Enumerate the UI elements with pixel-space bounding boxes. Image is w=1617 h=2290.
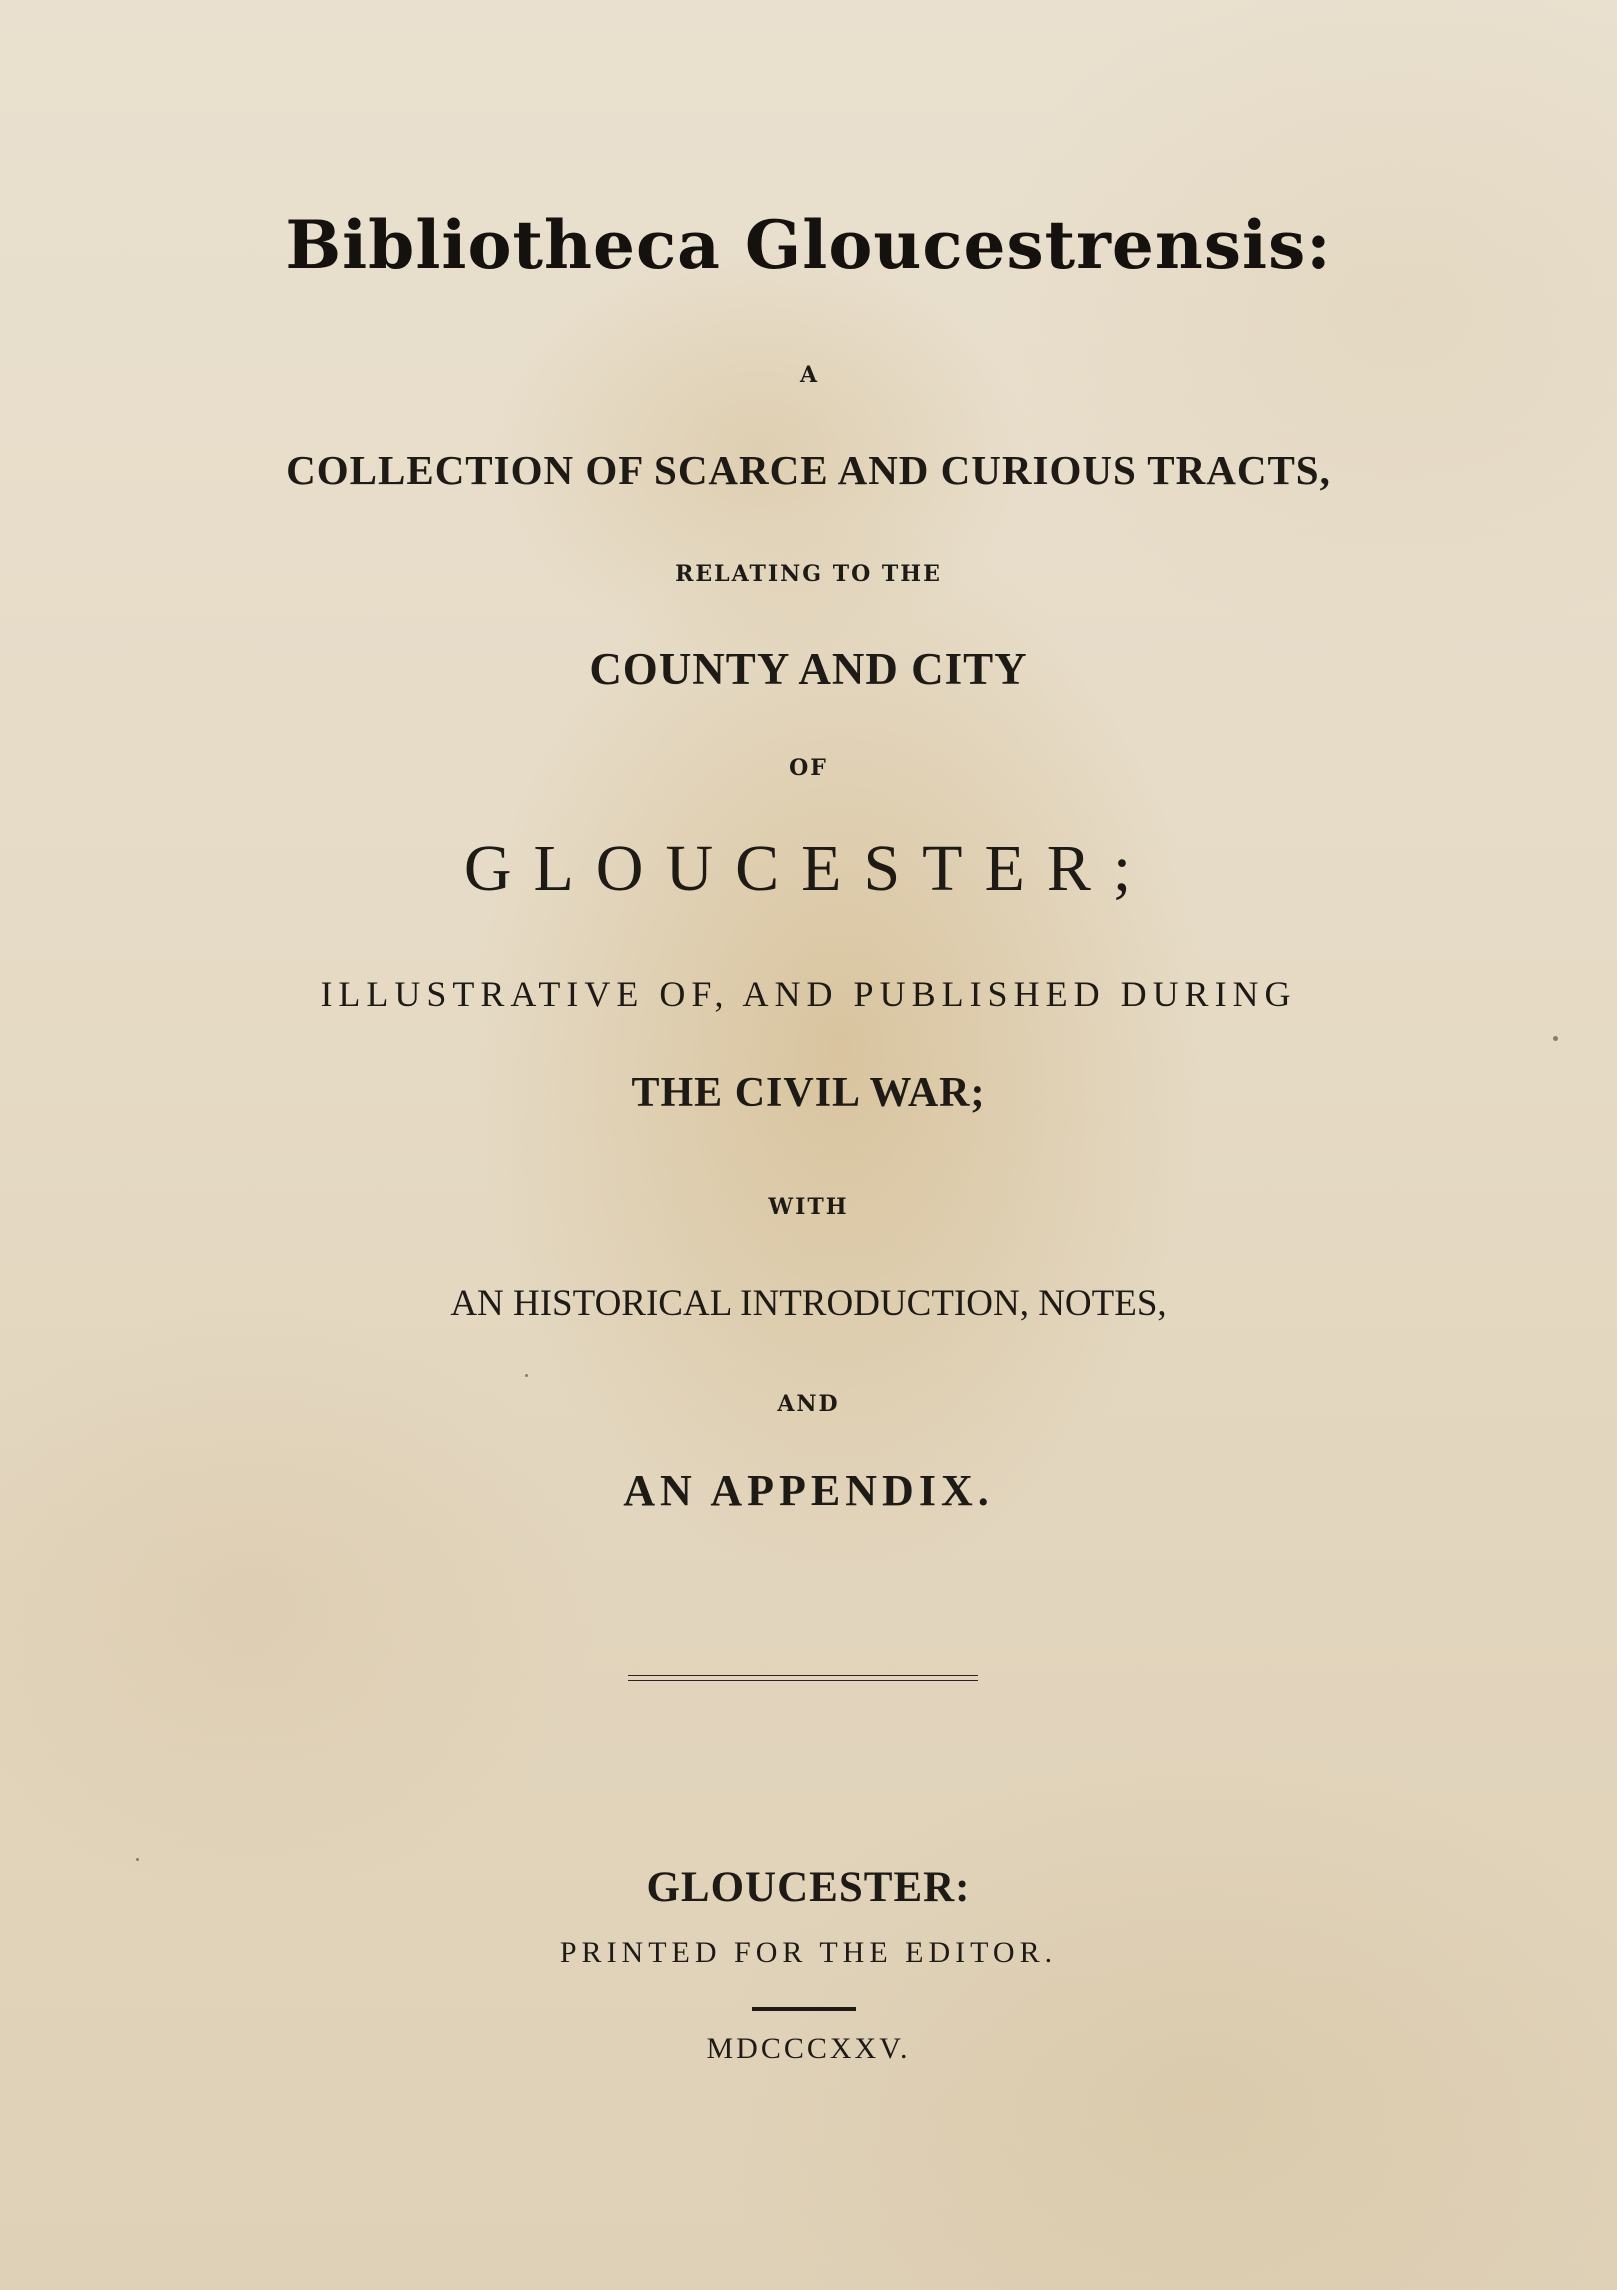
relating-line: RELATING TO THE	[675, 561, 942, 587]
imprint-printer: PRINTED FOR THE EDITOR.	[559, 1936, 1058, 1969]
with-line: WITH	[768, 1194, 849, 1220]
city-name: GLOUCESTER;	[463, 832, 1154, 905]
paper-speck	[1553, 1036, 1558, 1041]
article-a: A	[799, 362, 818, 388]
paper-speck	[525, 1374, 528, 1377]
imprint-city: GLOUCESTER:	[646, 1864, 971, 1911]
civil-war-line: THE CIVIL WAR;	[631, 1070, 986, 1116]
imprint-date: MDCCCXXV.	[706, 2032, 911, 2065]
gothic-title: Bibliotheca Gloucestrensis:	[285, 206, 1332, 284]
and-line: AND	[777, 1391, 840, 1417]
collection-line: COLLECTION OF SCARCE AND CURIOUS TRACTS,	[286, 447, 1331, 493]
illustrative-line: ILLUSTRATIVE OF, AND PUBLISHED DURING	[320, 974, 1297, 1014]
of-line: OF	[789, 755, 828, 781]
appendix-line: AN APPENDIX.	[623, 1466, 994, 1515]
historical-line: AN HISTORICAL INTRODUCTION, NOTES,	[450, 1283, 1167, 1324]
paper-speck	[136, 1858, 139, 1861]
short-rule-divider	[752, 2007, 856, 2011]
county-line: COUNTY AND CITY	[589, 644, 1028, 694]
double-rule-divider	[628, 1675, 978, 1681]
